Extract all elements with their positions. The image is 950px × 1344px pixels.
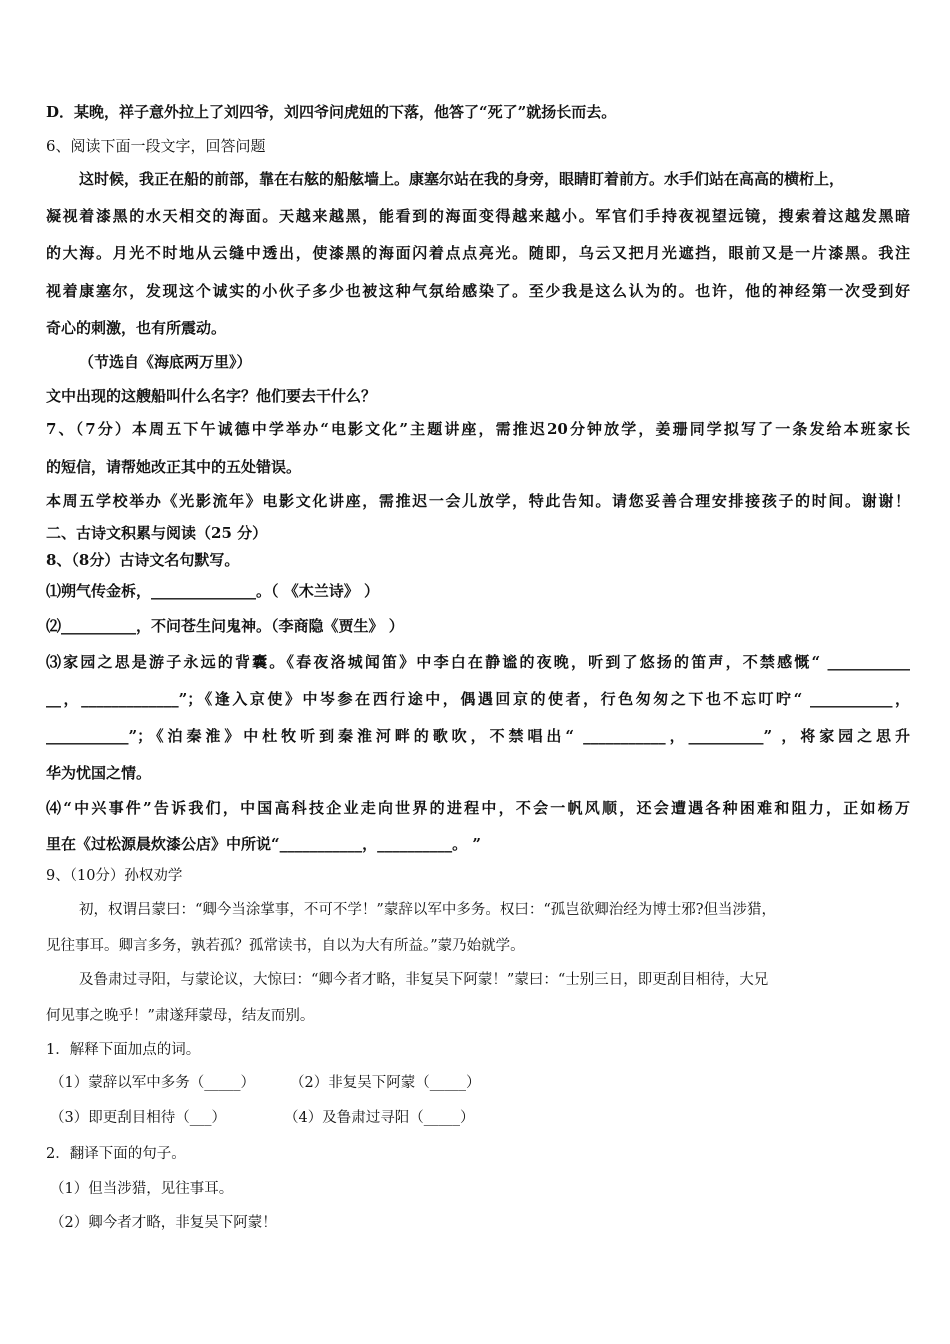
question-6-prompt: 文中出现的这艘船叫什么名字？他们要去干什么？ [46, 387, 377, 405]
poem-blank-3-cont: __，_____________”；《逢入京使》中岑参在西行途中，偶遇回京的使者，行色匆匆之下也不忘叮咛“ ___________， [46, 690, 910, 708]
classical-text-line: 及鲁肃过寻阳，与蒙论议，大惊曰：“卿今者才略，非复吴下阿蒙！”蒙曰：“士别三日，即更刮目相待，大兄 [79, 972, 769, 988]
word-item-4: （4）及鲁肃过寻阳（_____） [284, 1110, 475, 1126]
translate-item-2: （2）卿今者才略，非复吴下阿蒙！ [50, 1215, 277, 1231]
poem-blank-3-cont: ___________”；《泊秦淮》中杜牧听到秦淮河畔的歌吹，不禁唱出“ ___________，__________” ，将家园之思升 [46, 727, 910, 745]
poem-blank-4-cont: 里在《过松源晨炊漆公店》中所说“___________，__________。 ” [46, 835, 481, 853]
passage-line: 这时候，我正在船的前部，靠在右舷的船舷墙上。康塞尔站在我的身旁，眼睛盯着前方。水手们站在高高的横桁上， [79, 170, 845, 188]
word-item-2: （2）非复吴下阿蒙（_____） [290, 1075, 481, 1091]
passage-line: 凝视着漆黑的水天相交的海面。天越来越黑，能看到的海面变得越来越小。军官们手持夜视望远镜，搜索着这越发黑暗 [46, 207, 910, 225]
poem-blank-3: ⑶家园之思是游子永远的背囊。《春夜洛城闻笛》中李白在静谧的夜晚，听到了悠扬的笛声，不禁感慨“ ___________ [46, 653, 910, 671]
passage-line: 的大海。月光不时地从云缝中透出，使漆黑的海面闪着点点亮光。随即，乌云又把月光遮挡，眼前又是一片漆黑。我注 [46, 244, 910, 262]
section-2-heading: 二、古诗文积累与阅读（25 分） [46, 524, 268, 542]
poem-blank-1: ⑴朔气传金柝，______________。（ 《木兰诗》 ） [46, 582, 379, 600]
classical-text-line: 见往事耳。卿言多务，孰若孤？孤常读书，自以为大有所益。”蒙乃始就学。 [46, 938, 525, 954]
passage-line: 视着康塞尔，发现这个诚实的小伙子多少也被这种气氛给感染了。至少我是这么认为的。也许，他的神经第一次受到好 [46, 282, 910, 300]
passage-line: 奇心的刺激，也有所震动。 [46, 319, 227, 337]
classical-text-line: 何见事之晚乎！”肃遂拜蒙母，结友而别。 [46, 1008, 315, 1024]
passage-source: （节选自《海底两万里》） [79, 353, 252, 371]
sms-text: 本周五学校举办《光影流年》电影文化讲座，需推迟一会儿放学，特此告知。请您妥善合理安排接孩子的时间。谢谢！ [46, 492, 910, 510]
subquestion-1: 1．解释下面加点的词。 [46, 1042, 201, 1058]
classical-text-line: 初，权谓吕蒙曰：“卿今当涂掌事，不可不学！”蒙辞以军中多务。权曰：“孤岂欲卿治经为博士邪?但当涉猎， [79, 902, 777, 918]
question-9-heading: 9、（10分）孙权劝学 [46, 868, 183, 884]
word-item-3: （3）即更刮目相待（___） [50, 1110, 226, 1126]
poem-blank-4: ⑷“中兴事件”告诉我们，中国高科技企业走向世界的进程中，不会一帆风顺，还会遭遇各种困难和阻力，正如杨万 [46, 799, 910, 817]
question-7-heading: 7、（7分）本周五下午诚德中学举办“电影文化”主题讲座，需推迟20分钟放学，姜珊同学拟写了一条发给本班家长 [46, 420, 910, 438]
question-7-heading-cont: 的短信，请帮她改正其中的五处错误。 [46, 458, 302, 476]
translate-item-1: （1）但当涉猎，见往事耳。 [50, 1181, 234, 1197]
poem-blank-3-end: 华为忧国之情。 [46, 764, 152, 782]
question-6-heading: 6、阅读下面一段文字，回答问题 [46, 137, 266, 155]
subquestion-2: 2．翻译下面的句子。 [46, 1146, 186, 1162]
poem-blank-2: ⑵__________，不问苍生问鬼神。（李商隐《贾生》 ） [46, 617, 404, 635]
option-d: D．某晚，祥子意外拉上了刘四爷，刘四爷问虎妞的下落，他答了“死了”就扬长而去。 [46, 103, 617, 121]
word-item-1: （1）蒙辞以军中多务（_____） [50, 1075, 255, 1091]
question-8-heading: 8、（8分）古诗文名句默写。 [46, 551, 240, 569]
